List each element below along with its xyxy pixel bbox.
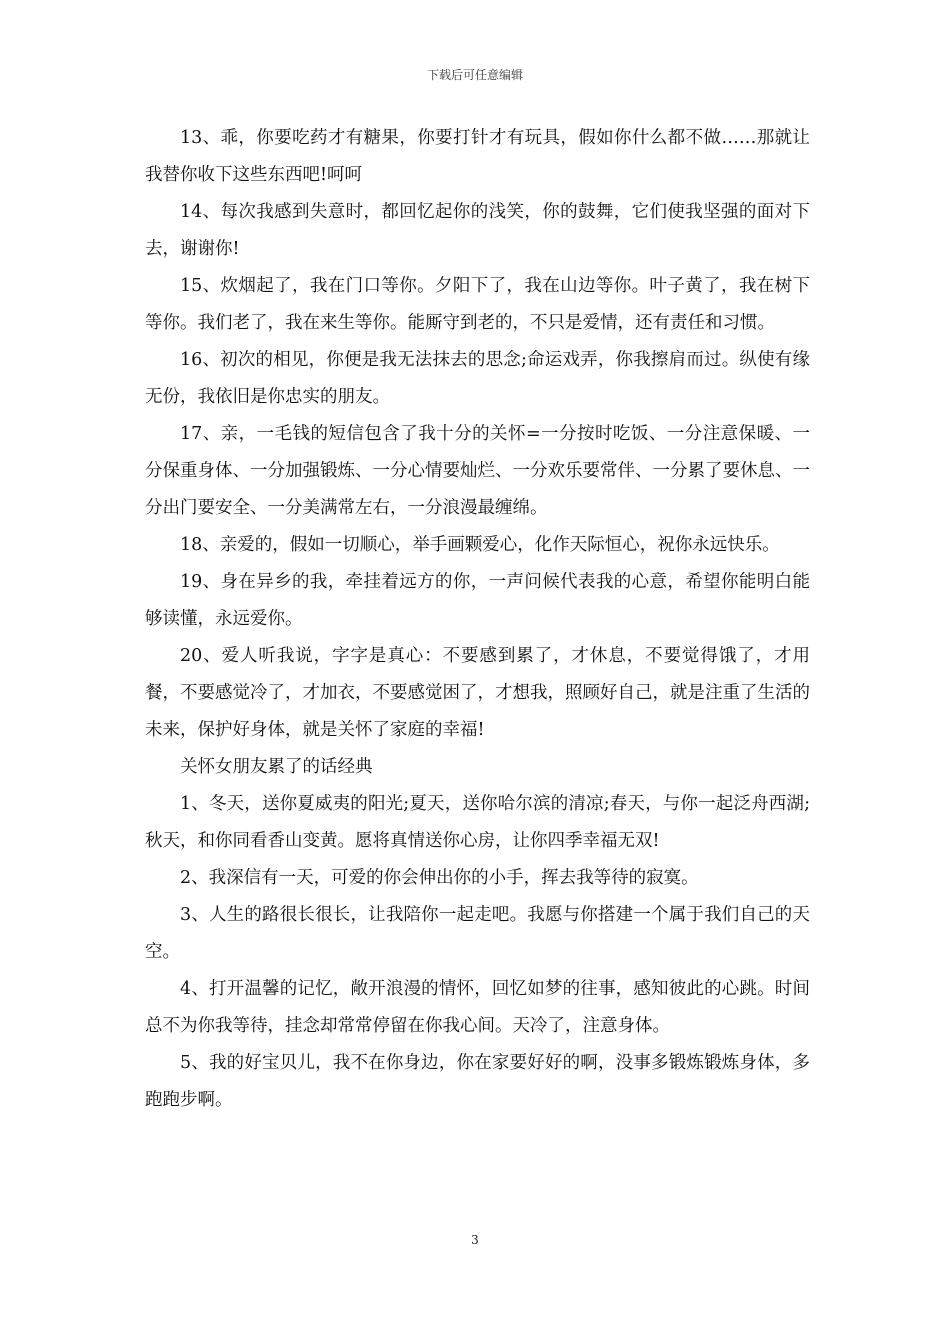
paragraph-20: 20、爱人听我说，字字是真心：不要感到累了，才休息，不要觉得饿了，才用餐，不要感觉冷了，才加衣，不要感觉困了，才想我，照顾好自己，就是注重了生活的未来，保护好身体，就是关怀了家庭的幸福! <box>145 646 810 740</box>
paragraph-14: 14、每次我感到失意时，都回忆起你的浅笑，你的鼓舞，它们使我坚强的面对下去，谢谢你! <box>145 202 810 259</box>
paragraph-2: 2、我深信有一天，可爱的你会伸出你的小手，挥去我等待的寂寞。 <box>180 868 699 888</box>
page-header: 下载后可任意编辑 <box>426 68 523 82</box>
section-heading: 关怀女朋友累了的话经典 <box>180 757 373 777</box>
paragraph-4: 4、打开温馨的记忆，敞开浪漫的情怀，回忆如梦的往事，感知彼此的心跳。时间总不为你我等待，挂念却常常停留在你我心间。天冷了，注意身体。 <box>145 979 810 1036</box>
paragraph-18: 18、亲爱的，假如一切顺心，举手画颗爱心，化作天际恒心，祝你永远快乐。 <box>180 535 780 555</box>
paragraph-17: 17、亲，一毛钱的短信包含了我十分的关怀=一分按时吃饭、一分注意保暖、一分保重身体、一分加强锻炼、一分心情要灿烂、一分欢乐要常伴、一分累了要休息、一分出门要安全、一分美满常左右，一分浪漫最缠绵。 <box>145 424 810 518</box>
paragraph-3: 3、人生的路很长很长，让我陪你一起走吧。我愿与你搭建一个属于我们自己的天空。 <box>145 905 810 962</box>
paragraph-15: 15、炊烟起了，我在门口等你。夕阳下了，我在山边等你。叶子黄了，我在树下等你。我们老了，我在来生等你。能厮守到老的，不只是爱情，还有责任和习惯。 <box>145 276 810 333</box>
paragraph-19: 19、身在异乡的我，牵挂着远方的你，一声问候代表我的心意，希望你能明白能够读懂，永远爱你。 <box>145 572 810 629</box>
paragraph-5: 5、我的好宝贝儿，我不在你身边，你在家要好好的啊，没事多锻炼锻炼身体，多跑跑步啊。 <box>145 1053 810 1110</box>
document-body <box>145 120 810 1119</box>
paragraph-13: 13、乖，你要吃药才有糖果，你要打针才有玩具，假如你什么都不做……那就让我替你收下这些东西吧!呵呵 <box>145 128 810 185</box>
page-number: 3 <box>471 1233 479 1247</box>
paragraph-1: 1、冬天，送你夏威夷的阳光;夏天，送你哈尔滨的清凉;春天，与你一起泛舟西湖;秋天，和你同看香山变黄。愿将真情送你心房，让你四季幸福无双! <box>145 794 810 851</box>
paragraph-16: 16、初次的相见，你便是我无法抹去的思念;命运戏弄，你我擦肩而过。纵使有缘无份，我依旧是你忠实的朋友。 <box>145 350 810 407</box>
